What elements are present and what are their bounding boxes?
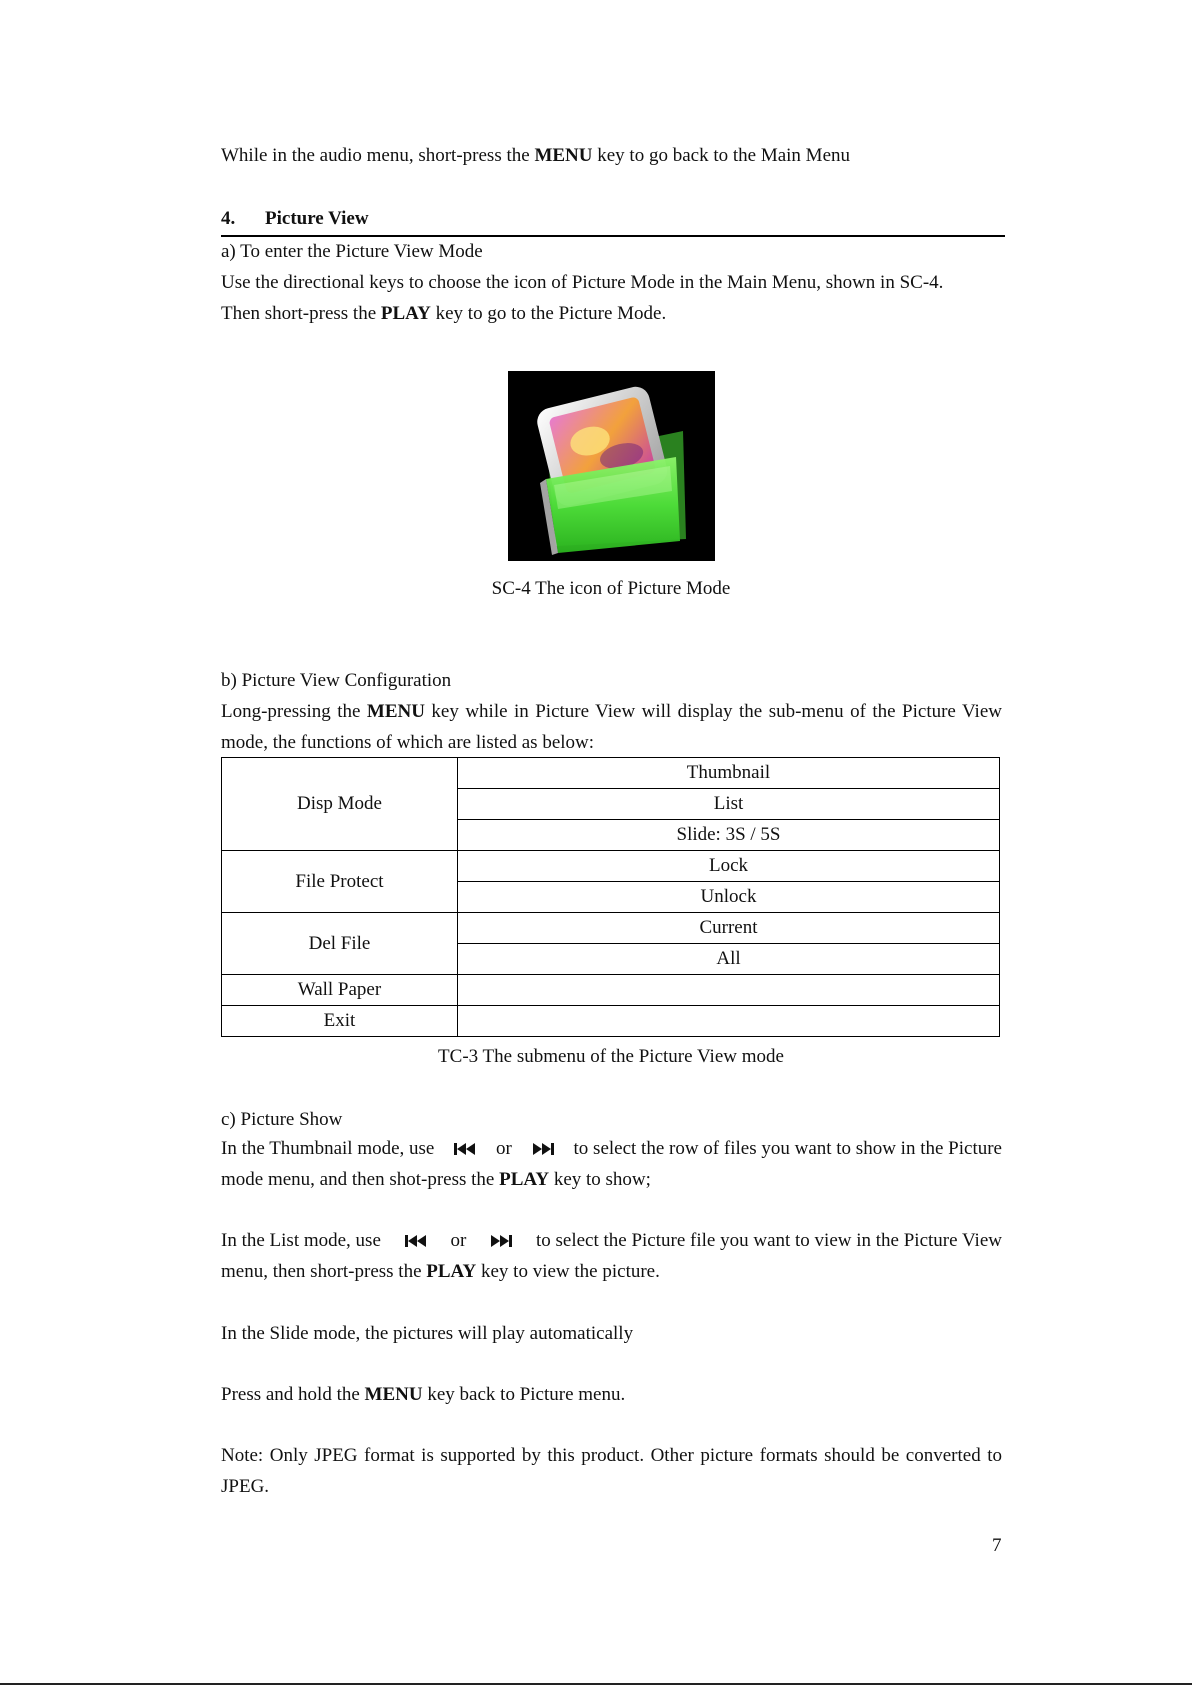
note-paragraph: Note: Only JPEG format is supported by this product. Other picture formats should be converted to JPEG. <box>221 1445 1002 1497</box>
play-key-label: PLAY <box>380 303 431 324</box>
page-number: 7 <box>992 1535 1002 1556</box>
figure-caption: SC-4 The icon of Picture Mode <box>491 578 731 599</box>
part-a-line2-text: Then short-press the <box>221 303 381 324</box>
submenu-option <box>458 1006 1000 1037</box>
intro-text-end: key to go back to the Main Menu <box>592 145 851 166</box>
play-key-label: PLAY <box>426 1261 477 1282</box>
part-c-para1-line1 <box>221 1137 1002 1161</box>
table-row <box>222 913 1000 944</box>
part-a-heading: a) To enter the Picture View Mode <box>221 241 483 262</box>
submenu-item-name: File Protect <box>222 851 458 913</box>
part-c-para2-line2 <box>221 1260 660 1284</box>
para2-or: or <box>450 1230 467 1251</box>
para4-text: Press and hold the <box>221 1384 365 1405</box>
part-c-para3: In the Slide mode, the pictures will play automatically <box>221 1323 634 1344</box>
intro-line <box>221 144 850 168</box>
part-a-line2-end: key to go to the Picture Mode. <box>430 303 667 324</box>
para2-line2-end: key to view the picture. <box>476 1261 660 1282</box>
submenu-option: Unlock <box>458 882 1000 913</box>
submenu-option <box>458 975 1000 1006</box>
submenu-table <box>221 757 1000 1037</box>
part-c-para1-line2 <box>221 1168 651 1192</box>
submenu-option: Lock <box>458 851 1000 882</box>
part-a-line1: Use the directional keys to choose the icon of Picture Mode in the Main Menu, shown in SC-4. <box>221 272 944 293</box>
part-c-para2-line1 <box>221 1229 1002 1253</box>
part-c-para4 <box>221 1383 625 1407</box>
menu-key-label: MENU <box>534 145 593 166</box>
table-row <box>222 758 1000 789</box>
skip-next-icon <box>532 1143 554 1155</box>
part-a-line2 <box>221 302 666 326</box>
table-row <box>222 851 1000 882</box>
skip-previous-icon <box>405 1235 427 1247</box>
section-number: 4. <box>221 208 236 229</box>
submenu-option: Slide: 3S / 5S <box>458 820 1000 851</box>
para1-line2-text: mode menu, and then shot-press the <box>221 1169 500 1190</box>
part-c-heading: c) Picture Show <box>221 1109 343 1130</box>
skip-next-icon <box>490 1235 512 1247</box>
para2-text-end: to select the Picture file you want to view in the Picture View <box>535 1230 1002 1251</box>
para2-line2-text: menu, then short-press the <box>221 1261 427 1282</box>
section-heading <box>221 206 1005 237</box>
submenu-item-name: Exit <box>222 1006 458 1037</box>
part-b-text: Long-pressing the <box>221 701 367 722</box>
table-row <box>222 1006 1000 1037</box>
para1-or: or <box>496 1138 512 1159</box>
play-key-label: PLAY <box>499 1169 550 1190</box>
para1-text-end: to select the row of files you want to show in the Picture <box>573 1138 1002 1159</box>
table-caption: TC-3 The submenu of the Picture View mode <box>438 1046 784 1067</box>
table-row <box>222 975 1000 1006</box>
submenu-item-name: Del File <box>222 913 458 975</box>
submenu-item-name: Wall Paper <box>222 975 458 1006</box>
intro-text: While in the audio menu, short-press the <box>221 145 535 166</box>
skip-previous-icon <box>454 1143 476 1155</box>
para2-text: In the List mode, use <box>221 1230 381 1251</box>
menu-key-label: MENU <box>366 701 425 722</box>
para1-line2-end: key to show; <box>549 1169 651 1190</box>
picture-mode-folder-icon <box>508 371 715 561</box>
part-b-heading: b) Picture View Configuration <box>221 670 452 691</box>
submenu-option: List <box>458 789 1000 820</box>
menu-key-label: MENU <box>364 1384 423 1405</box>
part-b-paragraph <box>221 696 1002 758</box>
section-title: Picture View <box>265 208 369 229</box>
submenu-option: All <box>458 944 1000 975</box>
para1-text: In the Thumbnail mode, use <box>221 1138 435 1159</box>
submenu-option: Thumbnail <box>458 758 1000 789</box>
submenu-item-name: Disp Mode <box>222 758 458 851</box>
part-b-text-end: key while in Picture View will display the sub-menu of the Picture View mode, the functions of which are listed as below: <box>221 701 1002 753</box>
para4-text-end: key back to Picture menu. <box>422 1384 626 1405</box>
submenu-option: Current <box>458 913 1000 944</box>
